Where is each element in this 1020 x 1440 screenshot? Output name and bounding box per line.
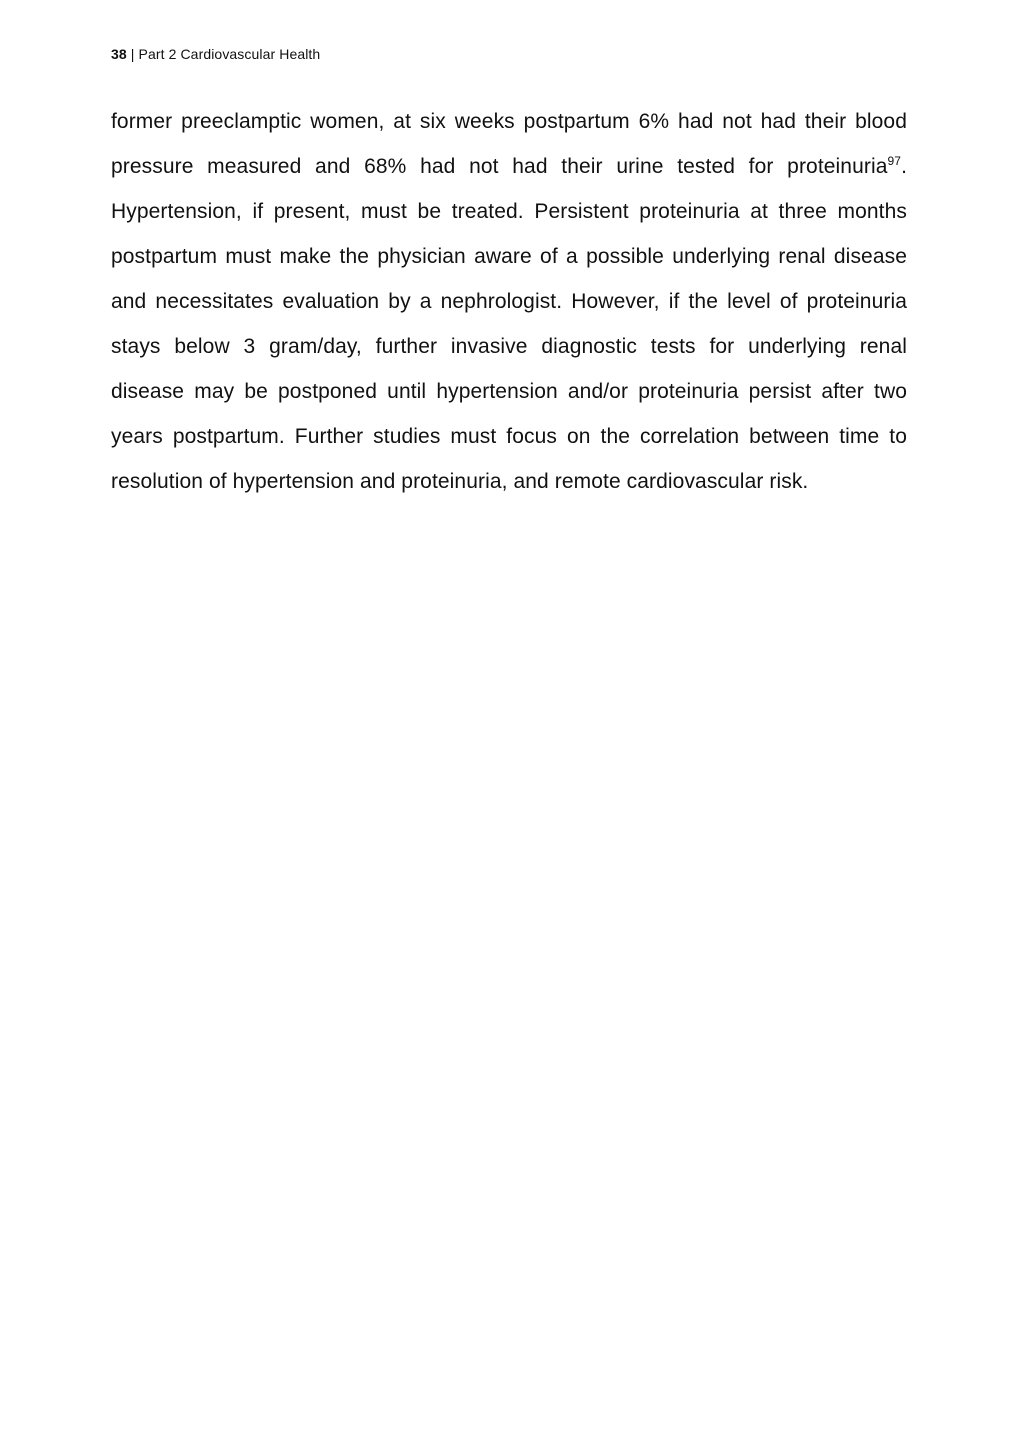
header-separator: | <box>130 46 135 62</box>
paragraph-text-end: . Hypertension, if present, must be treated. Persistent proteinuria at three months postpartum must make the physician aware of a possible underlying renal disease and necessitates evaluation by a nephrologist. However, if the level of proteinuria stays below 3 gram/day, further invasive diagnostic tests for underlying renal disease may be postponed until hypertension and/or proteinuria persist after two years postpartum. Further studies must focus on the correlation between time to resolution of hypertension and proteinuria, and remote cardiovascular risk. <box>111 155 907 493</box>
body-paragraph <box>111 99 907 504</box>
paragraph-text-start: former preeclamptic women, at six weeks postpartum 6% had not had their blood pressure measured and 68% had not had their urine tested for proteinuria <box>111 110 907 178</box>
citation-reference: 97 <box>887 154 902 168</box>
section-title: Part 2 Cardiovascular Health <box>138 46 321 62</box>
running-header <box>111 45 320 63</box>
page-number: 38 <box>111 46 127 62</box>
